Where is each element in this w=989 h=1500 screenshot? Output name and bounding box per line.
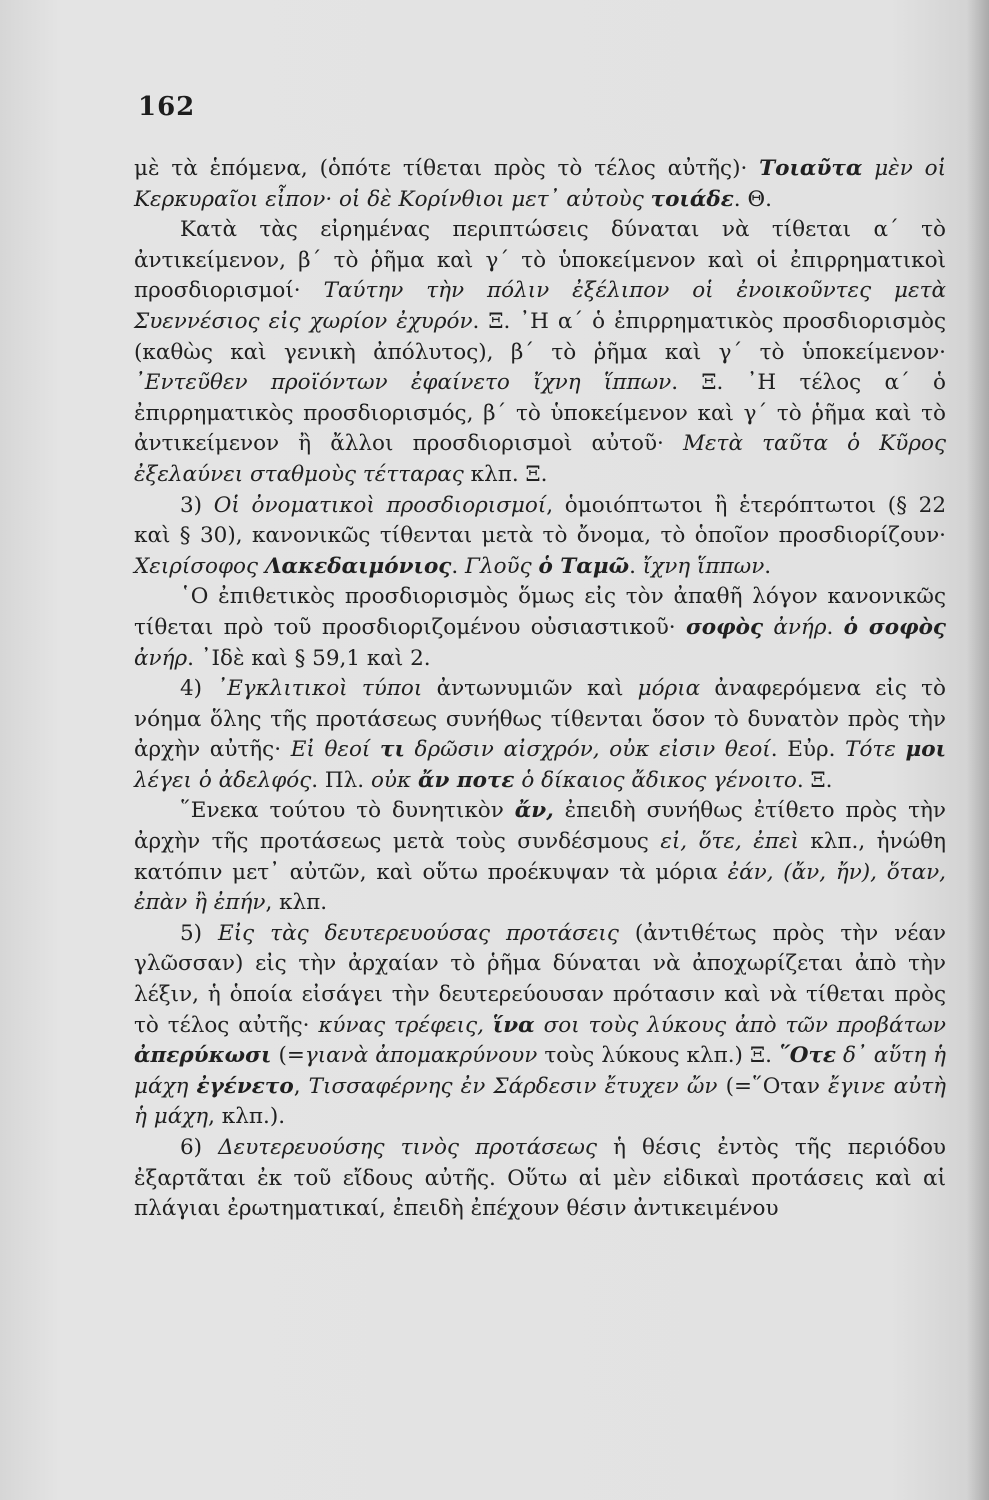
text-run: 6) bbox=[180, 1135, 219, 1160]
italic-example-text: κύνας τρέφεις, bbox=[318, 1012, 493, 1038]
italic-example-text: Τισσαφέρνης ἐν Σάρδεσιν ἔτυχεν ὤν bbox=[308, 1073, 718, 1099]
bold-example-word: τι bbox=[380, 737, 405, 763]
italic-example-text: Χειρίσοφος bbox=[134, 553, 265, 579]
italic-example-text: δ᾽ αὕτη ἡ μάχη bbox=[134, 1043, 946, 1099]
text-run: . ᾽Ιδὲ καὶ § 59,1 καὶ 2. bbox=[187, 645, 431, 671]
page-number: 162 bbox=[138, 92, 196, 122]
italic-example-text: Μετὰ ταῦτα ὁ Κῦρος ἐξελαύνει σταθμοὺς τέτταρας bbox=[134, 431, 946, 487]
text-run: 5) bbox=[180, 920, 219, 946]
paragraph bbox=[134, 582, 946, 674]
italic-example-text: εἰ, ὅτε, ἐπεὶ bbox=[660, 829, 799, 855]
text-run: κλπ., ἡνώθη κατόπιν μετ᾽ αὐτῶν, καὶ οὕτω προέκυψαν τὰ μόρια bbox=[134, 829, 946, 885]
text-run: 3) bbox=[180, 492, 214, 518]
text-run: Κατὰ τὰς εἰρημένας περιπτώσεις δύναται νὰ τίθεται α΄ τὸ ἀντικείμενον, β΄ τὸ ῥῆμα καὶ γ΄ τὸ ὑποκείμενον καὶ οἱ ἐπιρρηματικοὶ προσδιορισμοί· bbox=[134, 217, 946, 304]
text-run: , bbox=[293, 1073, 309, 1099]
body-text bbox=[134, 154, 946, 1225]
text-run: μὲ τὰ ἑπόμενα, (ὁπότε τίθεται πρὸς τὸ τέλος αὐτῆς)· bbox=[134, 156, 760, 181]
text-run: (= bbox=[271, 1043, 305, 1069]
text-run: κλπ. Ξ. bbox=[463, 461, 548, 487]
text-run: (ἀντιθέτως πρὸς τὴν νέαν γλῶσσαν) εἰς τὴν ἀρχαίαν τὸ ῥῆμα δύναται νὰ ἀποχωρίζεται ἀπὸ τὴν λέξιν, ἡ ὁποία εἰσάγει τὴν δευτερεύουσαν πρότασιν καὶ νὰ τίθεται πρὸς τὸ τέλος αὐτῆς· bbox=[134, 920, 946, 1038]
bold-example-word: τοιάδε bbox=[650, 186, 734, 212]
bold-example-word: ὁ σοφὸς bbox=[843, 614, 947, 640]
italic-example-text: οὐκ bbox=[370, 767, 418, 793]
italic-example-text: Οἱ ὀνοματικοὶ προσδιορισμοί bbox=[213, 492, 547, 518]
text-run: . bbox=[826, 614, 844, 640]
bold-example-word: μοι bbox=[905, 737, 947, 763]
bold-example-word: ἀπερύκωσι bbox=[134, 1043, 272, 1069]
paragraph bbox=[134, 491, 946, 583]
italic-example-text: Δευτερευούσης τινὸς προτάσεως bbox=[218, 1135, 597, 1160]
text-run: . Εὐρ. bbox=[770, 737, 846, 763]
text-run: . bbox=[764, 553, 772, 579]
bold-example-word: ἵνα bbox=[492, 1012, 535, 1038]
text-run: . bbox=[451, 553, 466, 579]
italic-example-text: δρῶσιν αἰσχρόν, οὐκ εἰσιν θεοί bbox=[404, 737, 771, 763]
bold-example-word: σοφὸς bbox=[685, 614, 764, 640]
text-run: . Ξ. ᾽Η α΄ ὁ ἐπιρρηματικὸς προσδιορισμὸς (καθὼς καὶ γενικὴ ἀπόλυτος), β΄ τὸ ῥῆμα καὶ γ΄ τὸ ὑποκείμενον· bbox=[134, 308, 946, 365]
text-run: . bbox=[629, 553, 643, 579]
bold-example-word: ἄν, bbox=[514, 798, 554, 824]
italic-example-text: ἀνήρ bbox=[134, 645, 188, 671]
text-run: , κλπ.). bbox=[208, 1104, 286, 1130]
text-run: , κλπ. bbox=[265, 890, 328, 916]
text-run: . Πλ. bbox=[311, 767, 371, 793]
text-run: ἐπειδὴ συνήθως ἐτίθετο πρὸς τὴν ἀρχὴν τῆς προτάσεως μετὰ τοὺς συνδέσμους bbox=[134, 798, 946, 855]
text-run: ῞Ενεκα τούτου τὸ δυνητικὸν bbox=[180, 798, 515, 824]
italic-example-text: Γλοῦς bbox=[465, 553, 539, 579]
italic-example-text: ἔγινε αὐτὴ ἡ μάχη bbox=[134, 1073, 946, 1130]
italic-example-text: ἐάν, (ἄν, ἤν), ὅταν, ἐπὰν ἢ ἐπήν bbox=[134, 859, 947, 916]
page-edge-shadow bbox=[967, 0, 989, 1500]
bold-example-word: ἄν ποτε bbox=[417, 767, 515, 793]
paragraph bbox=[134, 1133, 946, 1225]
italic-example-text: γιανὰ ἀπομακρύνουν bbox=[304, 1043, 538, 1069]
text-run: , ὁμοιόπτωτοι ἢ ἑτερόπτωτοι (§ 22 καὶ § 30), κανονικῶς τίθενται μετὰ τὸ ὄνομα, τὸ ὁποῖον προσδιορίζουν· bbox=[134, 492, 946, 549]
text-run: ἀντωνυμιῶν καὶ bbox=[422, 676, 638, 702]
text-run: ἀναφερόμενα εἰς τὸ νόημα ὅλης τῆς προτάσεως συνήθως τίθενται ὅσον τὸ δυνατὸν πρὸς τὴν ἀρχὴν αὐτῆς· bbox=[134, 676, 946, 763]
bold-example-word: ἐγένετο bbox=[196, 1073, 294, 1099]
italic-example-text: ἴχνη ἵππων bbox=[642, 553, 765, 579]
italic-example-text: μὲν οἱ Κερκυραῖοι εἶπον· οἱ δὲ Κορίνθιοι μετ᾽ αὐτοὺς bbox=[134, 156, 947, 212]
paragraph bbox=[134, 674, 946, 796]
italic-example-text: Τότε bbox=[845, 737, 906, 763]
italic-example-text: Εἰ θεοί bbox=[290, 737, 381, 763]
paragraph bbox=[134, 796, 946, 918]
text-run: 4) bbox=[180, 676, 217, 702]
text-run: ἡ θέσις ἐντὸς τῆς περιόδου ἐξαρτᾶται ἐκ τοῦ εἴδους αὐτῆς. Οὕτω αἱ μὲν εἰδικαὶ προτάσεις καὶ αἱ πλάγιαι ἐρωτηματικαί, ἐπειδὴ ἐπέχουν θέσιν ἀντικειμένου bbox=[134, 1135, 946, 1222]
bold-example-word: ὁ Ταμῶ bbox=[538, 553, 630, 579]
italic-example-text: Ταύτην τὴν πόλιν ἐξέλιπον οἱ ἐνοικοῦντες μετὰ Συεννέσιος εἰς χωρίον ἐχυρόν bbox=[134, 278, 946, 334]
text-run: . Ξ. ᾽Η τέλος α΄ ὁ ἐπιρρηματικὸς προσδιορισμός, β΄ τὸ ὑποκείμενον καὶ γ΄ τὸ ῥῆμα καὶ τὸ ἀντικείμενον ἢ ἄλλοι προσδιορισμοὶ αὐτοῦ· bbox=[134, 370, 946, 457]
paragraph bbox=[134, 919, 946, 1133]
italic-example-text: σοι τοὺς λύκους ἀπὸ τῶν προβάτων bbox=[534, 1012, 946, 1038]
paragraph bbox=[134, 154, 946, 215]
italic-example-text: ὁ δίκαιος ἄδικος γένοιτο bbox=[514, 767, 797, 793]
bold-example-word: ῞Οτε bbox=[778, 1043, 836, 1069]
text-run: . Ξ. bbox=[796, 767, 833, 793]
text-run: τοὺς λύκους κλπ.) Ξ. bbox=[537, 1043, 779, 1069]
italic-example-text: ἀνήρ bbox=[763, 614, 827, 640]
italic-example-text: λέγει ὁ ἀδελφός bbox=[134, 767, 312, 793]
text-run: ῾Ο ἐπιθετικὸς προσδιορισμὸς ὅμως εἰς τὸν ἀπαθῆ λόγον κανονικῶς τίθεται πρὸ τοῦ προσδιοριζομένου οὐσιαστικοῦ· bbox=[134, 584, 946, 640]
italic-example-text: μόρια bbox=[637, 676, 701, 702]
italic-example-text: Εἰς τὰς δευτερευούσας προτάσεις bbox=[218, 920, 619, 946]
text-run: (=῞Οταν bbox=[717, 1073, 829, 1099]
bold-example-word: Τοιαῦτα bbox=[759, 156, 863, 181]
paragraph bbox=[134, 215, 946, 490]
italic-example-text: ᾽Εγκλιτικοὶ τύποι bbox=[216, 676, 423, 702]
text-run: . Θ. bbox=[733, 186, 772, 212]
bold-example-word: Λακεδαιμόνιος bbox=[264, 553, 452, 579]
italic-example-text: ᾽Εντεῦθεν προϊόντων ἐφαίνετο ἴχνη ἵππων bbox=[134, 370, 672, 396]
